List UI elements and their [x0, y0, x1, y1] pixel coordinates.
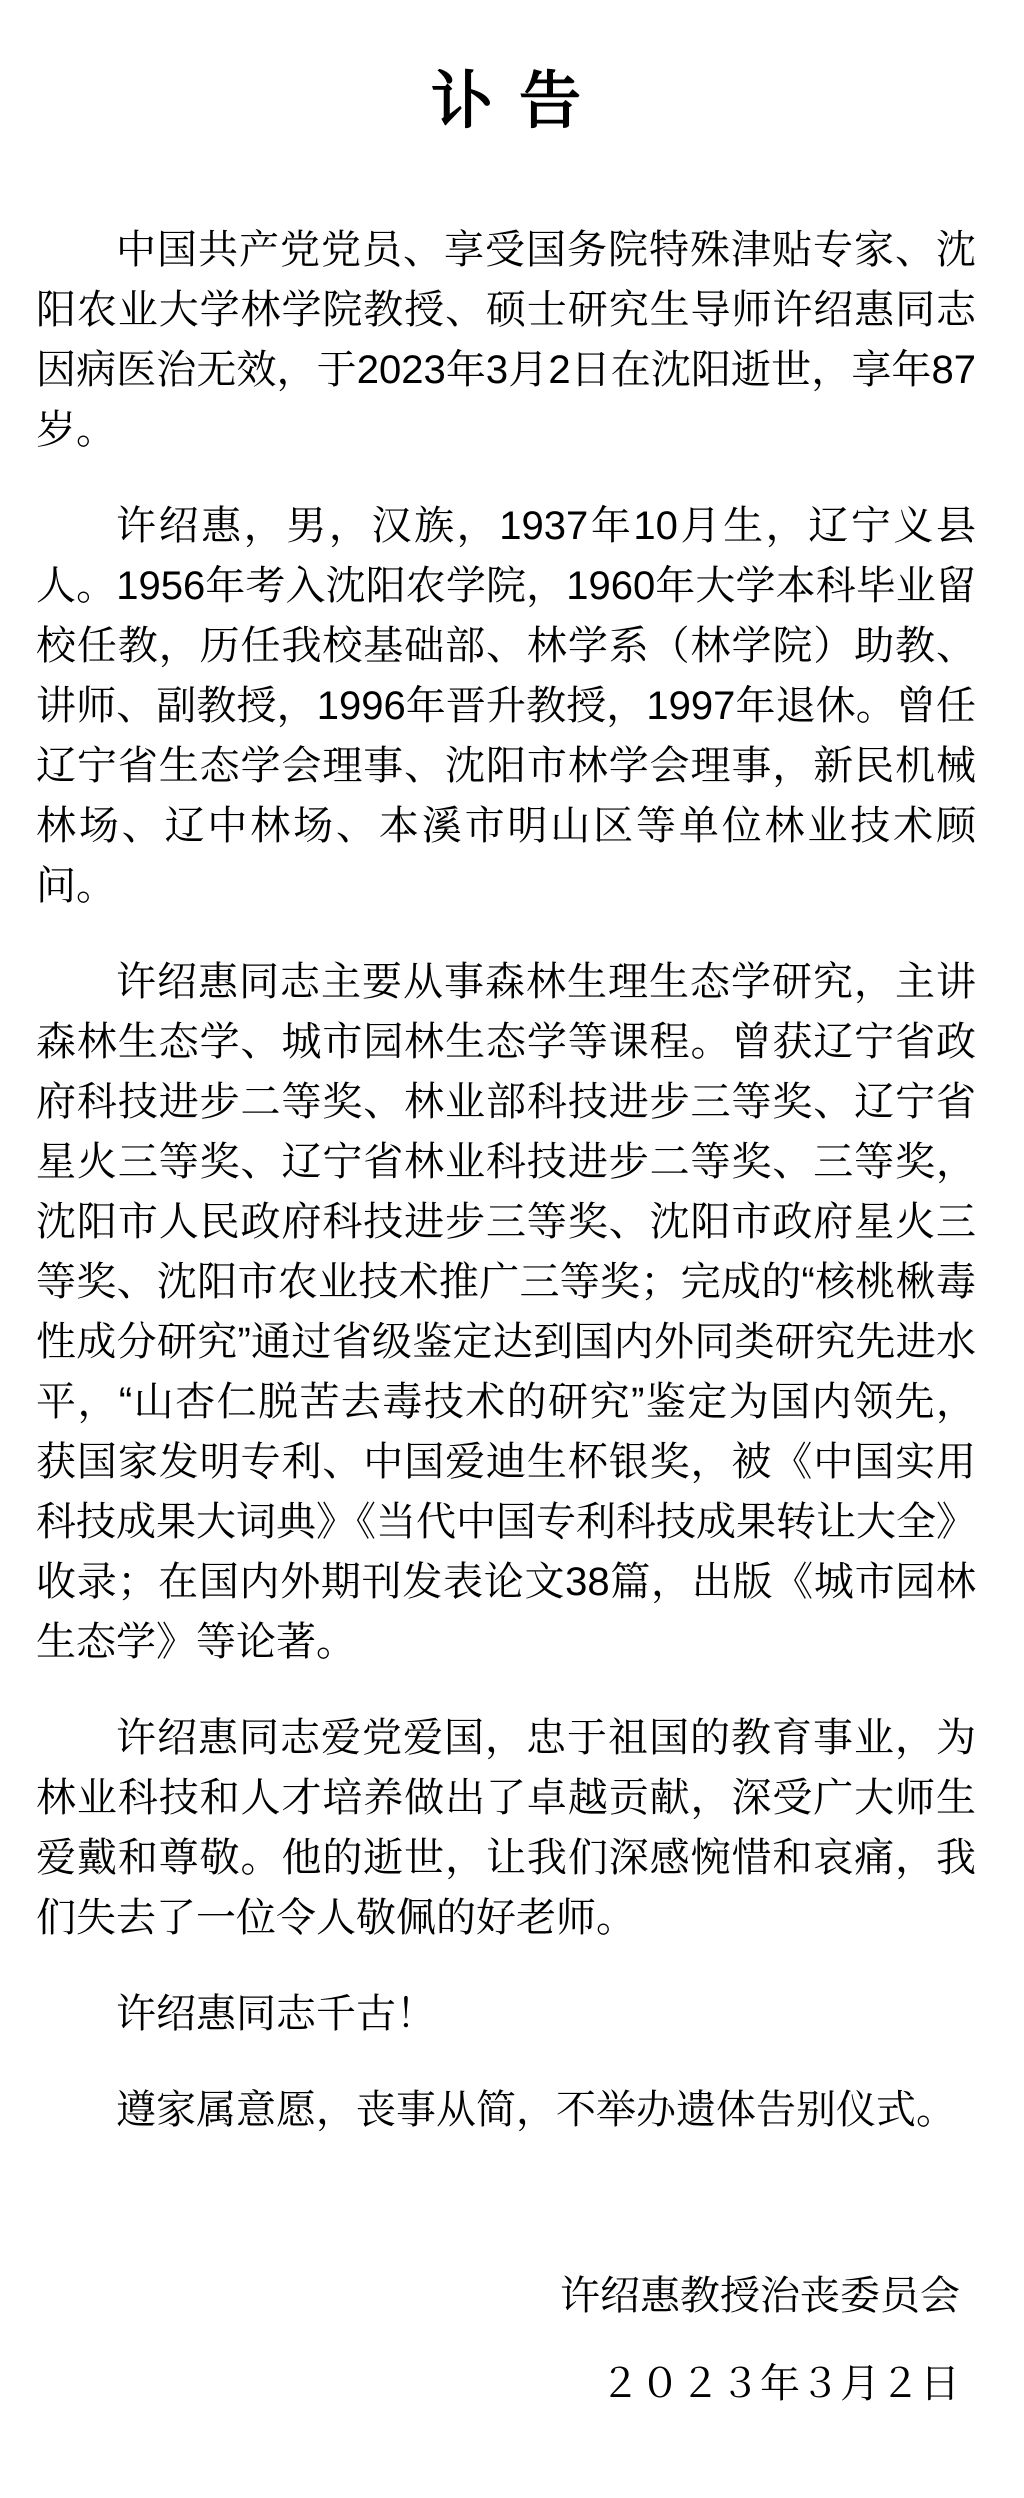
obituary-title: 讣告: [430, 64, 607, 137]
obituary-paragraph-death-notice: 中国共产党党员、享受国务院特殊津贴专家、沈阳农业大学林学院教授、硕士研究生导师许绍惠同志因病医治无效，于2023年3月2日在沈阳逝世，享年87岁。: [36, 228, 976, 452]
obituary-paragraph-eternal: 许绍惠同志千古！: [116, 1992, 436, 2036]
obituary-paragraph-tribute: 许绍惠同志爱党爱国，忠于祖国的教育事业，为林业科技和人才培养做出了卓越贡献，深受广大师生爱戴和尊敬。他的逝世，让我们深感惋惜和哀痛，我们失去了一位令人敬佩的好老师。: [36, 1716, 976, 1940]
obituary-paragraph-achievements: 许绍惠同志主要从事森林生理生态学研究，主讲森林生态学、城市园林生态学等课程。曾获辽宁省政府科技进步二等奖、林业部科技进步三等奖、辽宁省星火三等奖、辽宁省林业科技进步二等奖、三等奖，沈阳市人民政府科技进步三等奖、沈阳市政府星火三等奖、沈阳市农业技术推广三等奖；完成的“核桃楸毒性成分研究”通过省级鉴定达到国内外同类研究先进水平，“山杏仁脱苦去毒技术的研究”鉴定为国内领先，获国家发明专利、中国爱迪生杯银奖，被《中国实用科技成果大词典》《当代中国专利科技成果转让大全》收录；在国内外期刊发表论文38篇，出版《城市园林生态学》等论著。: [36, 960, 976, 1664]
obituary-paragraph-funeral-arrangement: 遵家属意愿，丧事从简，不举办遗体告别仪式。: [116, 2088, 956, 2132]
signature-committee: 许绍惠教授治丧委员会: [560, 2274, 960, 2318]
obituary-paragraph-biography: 许绍惠，男，汉族，1937年10月生，辽宁义县人。1956年考入沈阳农学院，1960年大学本科毕业留校任教，历任我校基础部、林学系（林学院）助教、讲师、副教授，1996年晋升教授，1997年退休。曾任辽宁省生态学会理事、沈阳市林学会理事，新民机械林场、辽中林场、本溪市明山区等单位林业技术顾问。: [36, 504, 976, 908]
signature-date: ２０２３年３月２日: [600, 2362, 960, 2406]
